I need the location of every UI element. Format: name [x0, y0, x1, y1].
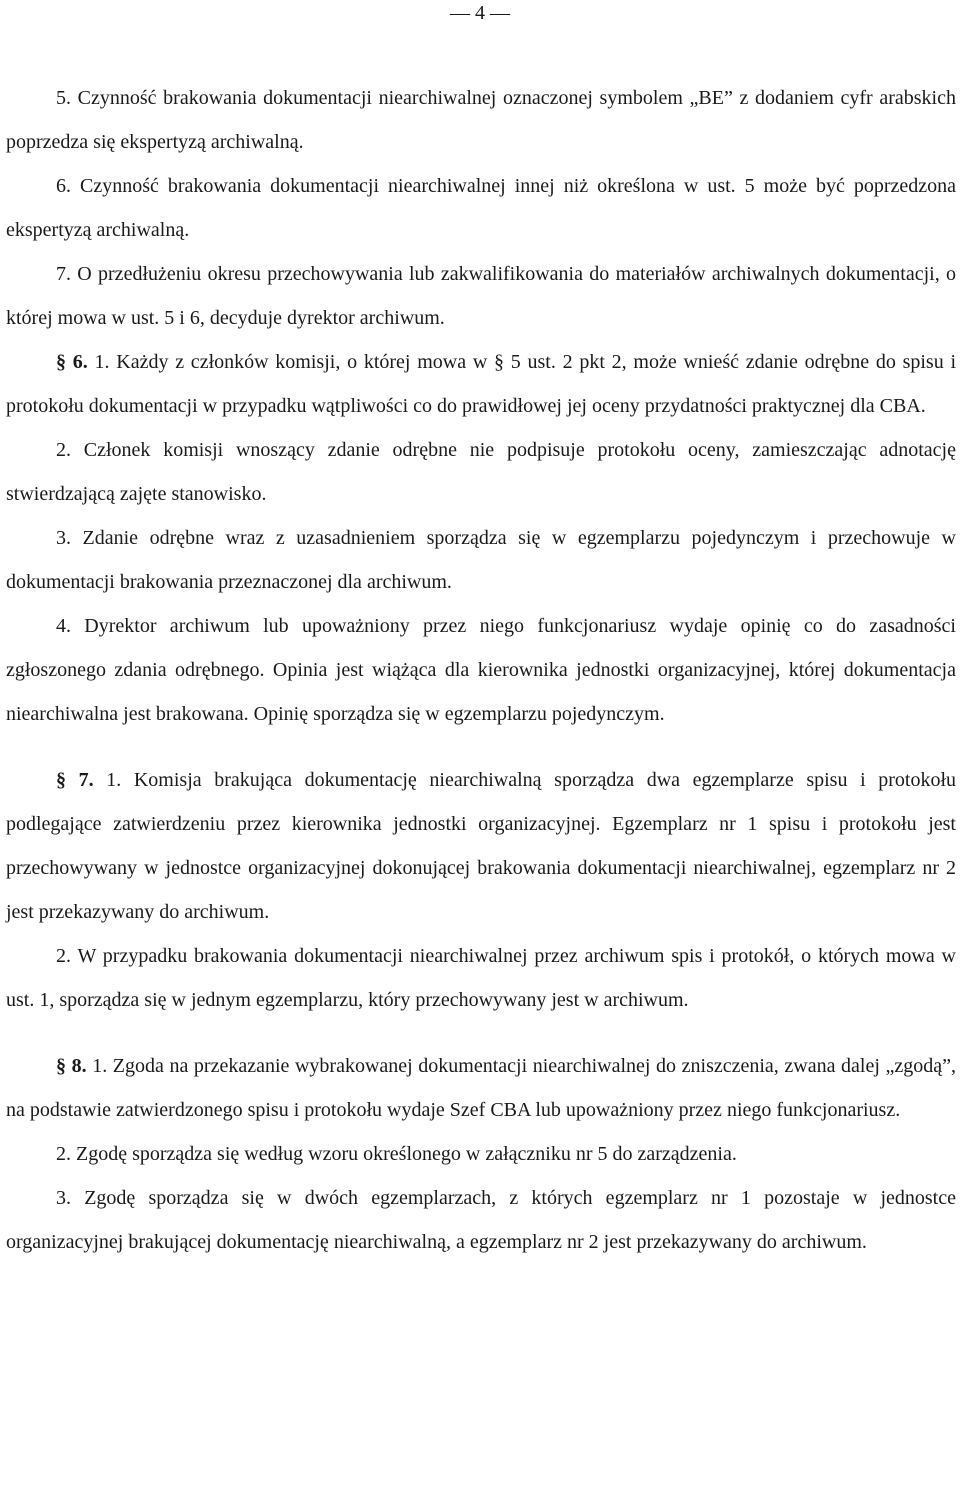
- section-number: § 8.: [56, 1055, 87, 1077]
- paragraph-6-brakowanie-inne: [6, 164, 956, 252]
- paragraph-text: 2. Zgodę sporządza się według wzoru określonego w załączniku nr 5 do zarządzenia.: [56, 1143, 737, 1165]
- section-7-paragraph-2: [6, 934, 956, 1022]
- section-number: § 7.: [56, 769, 94, 791]
- section-6-paragraph-2: [6, 428, 956, 516]
- paragraph-text: 3. Zdanie odrębne wraz z uzasadnieniem sporządza się w egzemplarzu pojedynczym i przechowuje w dokumentacji brakowania przeznaczonej dla archiwum.: [6, 527, 956, 593]
- page-number: — 4 —: [450, 2, 510, 24]
- section-number: § 6.: [56, 351, 88, 373]
- paragraph-text: 1. Komisja brakująca dokumentację niearchiwalną sporządza dwa egzemplarze spisu i protokołu podlegające zatwierdzeniu przez kierownika jednostki organizacyjnej. Egzemplarz nr 1 spisu i protokołu jest przechowywany w jednostce organizacyjnej dokonującej brakowania dokumentacji niearchiwalnej, egzemplarz nr 2 jest przekazywany do archiwum.: [6, 769, 957, 923]
- section-6-paragraph-1: [6, 340, 956, 428]
- document-body: [6, 76, 956, 1264]
- paragraph-text: 2. Członek komisji wnoszący zdanie odrębne nie podpisuje protokołu oceny, zamieszczając adnotację stwierdzającą zajęte stanowisko.: [6, 439, 956, 505]
- paragraph-text: 5. Czynność brakowania dokumentacji niearchiwalnej oznaczonej symbolem „BE” z dodaniem cyfr arabskich poprzedza się ekspertyzą archiwalną.: [6, 87, 956, 153]
- paragraph-text: 4. Dyrektor archiwum lub upoważniony przez niego funkcjonariusz wydaje opinię co do zasadności zgłoszonego zdania odrębnego. Opinia jest wiążąca dla kierownika jednostki organizacyjnej, której dokumentacja niearchiwalna jest brakowana. Opinię sporządza się w egzemplarzu pojedynczym.: [6, 615, 956, 725]
- section-6-paragraph-4: [6, 604, 956, 736]
- paragraph-text: 2. W przypadku brakowania dokumentacji niearchiwalnej przez archiwum spis i protokół, o których mowa w ust. 1, sporządza się w jednym egzemplarzu, który przechowywany jest w archiwum.: [6, 945, 956, 1011]
- section-8-paragraph-3: [6, 1176, 956, 1264]
- paragraph-text: 7. O przedłużeniu okresu przechowywania lub zakwalifikowania do materiałów archiwalnych dokumentacji, o której mowa w ust. 5 i 6, decyduje dyrektor archiwum.: [6, 263, 956, 329]
- paragraph-text: 3. Zgodę sporządza się w dwóch egzemplarzach, z których egzemplarz nr 1 pozostaje w jednostce organizacyjnej brakującej dokumentację niearchiwalną, a egzemplarz nr 2 jest przekazywany do archiwum.: [6, 1187, 956, 1253]
- paragraph-text: 1. Każdy z członków komisji, o której mowa w § 5 ust. 2 pkt 2, może wnieść zdanie odrębne do spisu i protokołu dokumentacji w przypadku wątpliwości co do prawidłowej jej oceny przydatności praktycznej dla CBA.: [6, 351, 956, 417]
- section-6-paragraph-3: [6, 516, 956, 604]
- paragraph-7-przedluzenie: [6, 252, 956, 340]
- paragraph-text: 1. Zgoda na przekazanie wybrakowanej dokumentacji niearchiwalnej do zniszczenia, zwana dalej „zgodą”, na podstawie zatwierdzonego spisu i protokołu wydaje Szef CBA lub upoważniony przez niego funkcjonariusz.: [6, 1055, 957, 1121]
- section-8-paragraph-2: [6, 1132, 956, 1176]
- paragraph-5-brakowanie-be: [6, 76, 956, 164]
- section-7-paragraph-1: [6, 758, 956, 934]
- paragraph-text: 6. Czynność brakowania dokumentacji niearchiwalnej innej niż określona w ust. 5 może być poprzedzona ekspertyzą archiwalną.: [6, 175, 956, 241]
- section-8-paragraph-1: [6, 1044, 956, 1132]
